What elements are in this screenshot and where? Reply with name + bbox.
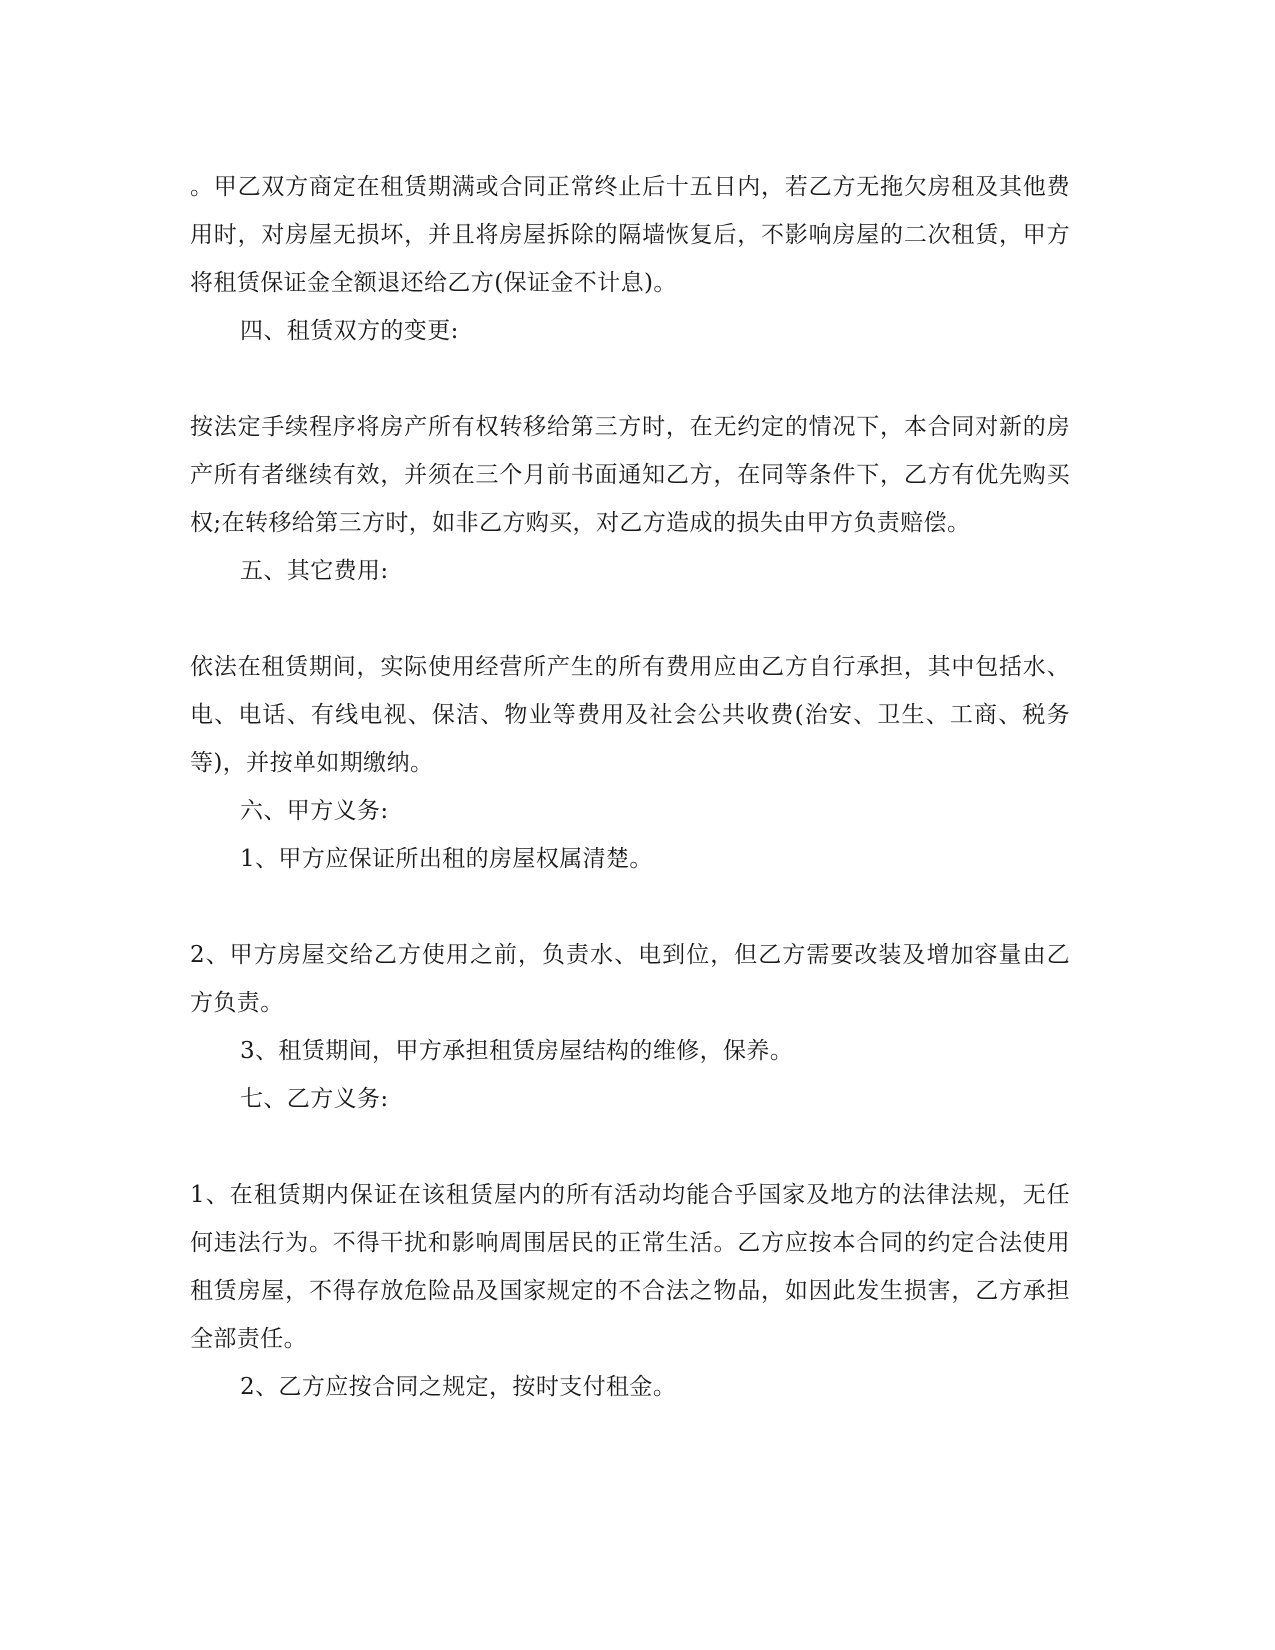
clause-party-a-2: 2、甲方房屋交给乙方使用之前，负责水、电到位，但乙方需要改装及增加容量由乙方负责。 [190, 942, 1070, 1016]
clause-party-b-1: 1、在租赁期内保证在该租赁屋内的所有活动均能合乎国家及地方的法律法规，无任何违法行为。不得干扰和影响周围居民的正常生活。乙方应按本合同的约定合法使用租赁房屋，不得存放危险品及国家规定的不合法之物品，如因此发生损害，乙方承担全部责任。 [190, 1182, 1070, 1352]
section-heading-five: 五、其它费用: [240, 558, 389, 584]
clause-party-a-1: 1、甲方应保证所出租的房屋权属清楚。 [240, 846, 653, 872]
paragraph-other-fees: 依法在租赁期间，实际使用经营所产生的所有费用应由乙方自行承担，其中包括水、电、电话、有线电视、保洁、物业等费用及社会公共收费(治安、卫生、工商、税务等)，并按单如期缴纳。 [190, 654, 1070, 776]
paragraph-deposit-return: 。甲乙双方商定在租赁期满或合同正常终止后十五日内，若乙方无拖欠房租及其他费用时，对房屋无损坏，并且将房屋拆除的隔墙恢复后，不影响房屋的二次租赁，甲方将租赁保证金全额退还给乙方(保证金不计息)。 [190, 174, 1070, 296]
document-body [190, 163, 1070, 1411]
clause-party-a-3: 3、租赁期间，甲方承担租赁房屋结构的维修，保养。 [240, 1038, 794, 1064]
section-heading-four: 四、租赁双方的变更: [240, 318, 459, 344]
section-heading-seven: 七、乙方义务: [240, 1086, 389, 1112]
paragraph-ownership-transfer: 按法定手续程序将房产所有权转移给第三方时，在无约定的情况下，本合同对新的房产所有者继续有效，并须在三个月前书面通知乙方，在同等条件下，乙方有优先购买权;在转移给第三方时，如非乙方购买，对乙方造成的损失由甲方负责赔偿。 [190, 414, 1070, 536]
section-heading-six: 六、甲方义务: [240, 798, 389, 824]
clause-party-b-2: 2、乙方应按合同之规定，按时支付租金。 [240, 1374, 677, 1400]
